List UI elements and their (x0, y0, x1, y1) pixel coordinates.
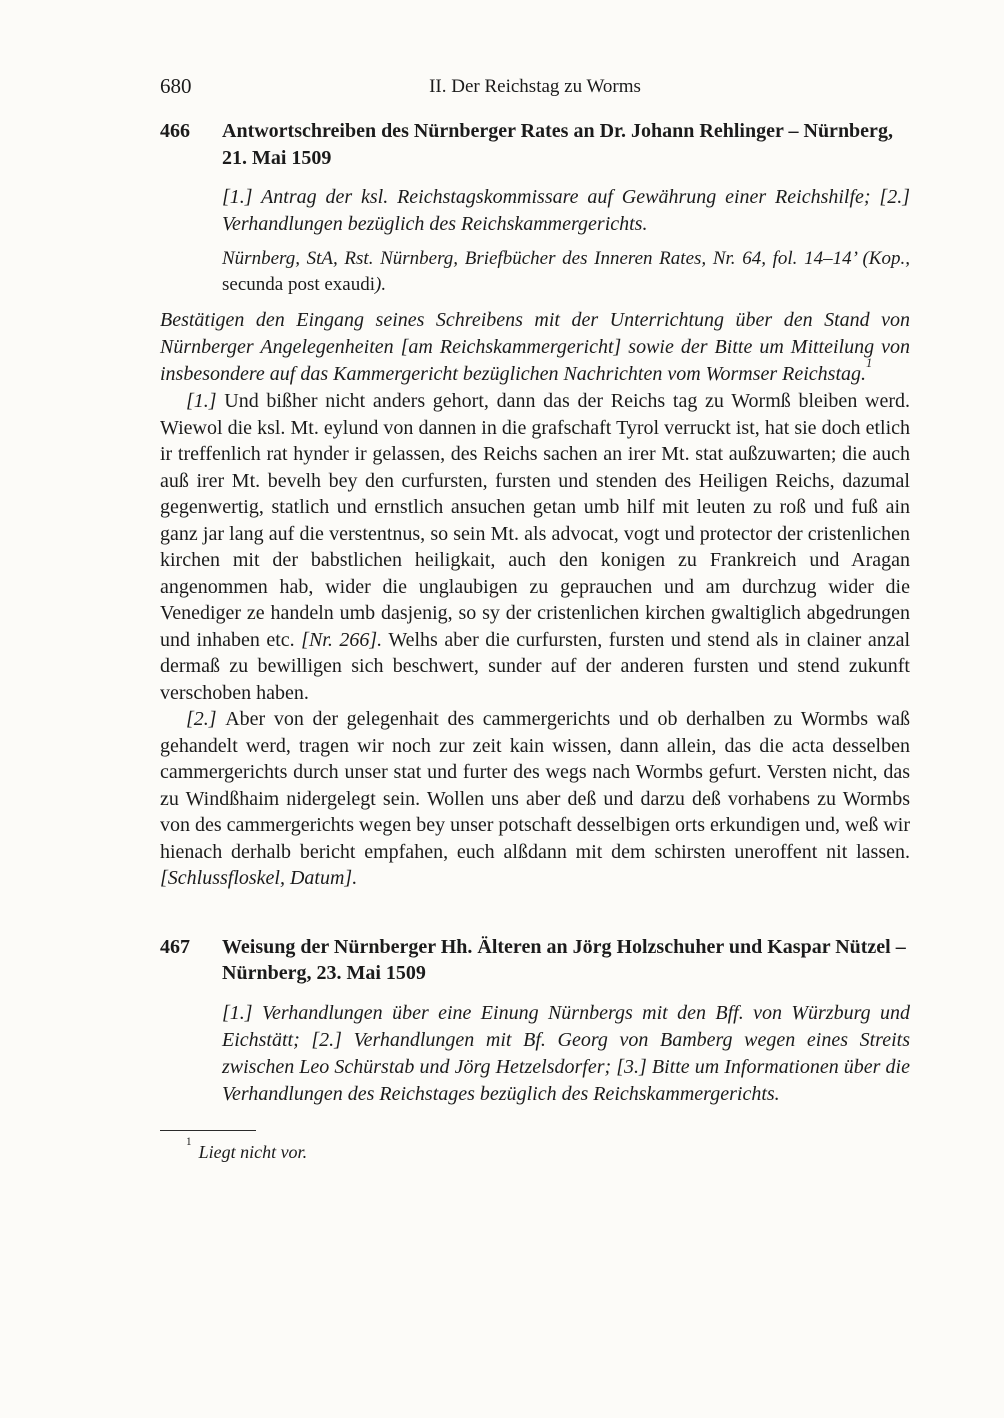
entry-source-line: Nürnberg, StA, Rst. Nürnberg, Briefbücher des Inneren Rates, Nr. 64, fol. 14–14’ (Kop., secunda post exaudi). (222, 248, 910, 295)
footnote-text: Liegt nicht vor. (198, 1141, 308, 1162)
entry-467 (160, 934, 910, 1108)
entry-heading: Antwortschreiben des Nürnberger Rates an Dr. Johann Rehlinger – Nürnberg, 21. Mai 1509 (222, 120, 893, 169)
body-paragraph-2: [2.] Aber von der gelegenhait des cammergerichts und ob derhalben zu Wormbs waß gehandelt werd, tragen wir noch zur zeit kain wissen, dann allein, das die acta desselben cammergerichts durch unser stat und furter des wegs nach Wormbs gefurt. Versten nicht, das zu Windßhaim nidergelegt sein. Wollen uns aber deß und darzu deß vorhabens zu Wormbs von des cammergerichts wegen bey unser potschaft desselbigen orts erkundigen und, weß wir hienach derhalb bericht empfahen, euch alßdann mit dem schirsten uneroffent nit lassen. [Schlussfloskel, Datum]. (160, 708, 910, 889)
entry-heading: Weisung der Nürnberger Hh. Älteren an Jörg Holzschuher und Kaspar Nützel – Nürnberg, 23. Mai 1509 (222, 935, 906, 984)
entry-number: 466 (160, 120, 190, 142)
entry-466 (160, 118, 910, 892)
footnote-marker: 1 (186, 1136, 192, 1149)
footnote-section (160, 1130, 910, 1164)
page-header (160, 74, 910, 102)
entry-number: 467 (160, 935, 190, 958)
footnote-rule (160, 1130, 256, 1131)
footnote (160, 1136, 910, 1164)
text-column (160, 74, 910, 1164)
body-paragraph-1: [1.] Und bißher nicht anders gehort, dann das der Reichs tag zu Wormß bleiben werd. Wiewol die ksl. Mt. eylund von dannen in die grafschaft Tyrol verruckt ist, hat sie doch etlich ir treffenlich rat hynder ir gelassen, des Reichs sachen an irer Mt. stat außzuwarten; die auch auß irer Mt. bevelh bey den curfursten, fursten und stenden des Heiligen Reichs, dazumal gegenwertig, statlich und ernstlich ansuchen getan umb hilf mit leuten zu roß und fuß ain ganz jar lang auf die verstentnus, so sein Mt. als advocat, vogt und protector der cristenlichen kirchen mit der babstlichen heiligkait, auch den konigen zu Frankreich und Aragan angenommen hab, wider die unglaubigen zu geprauchen und am durchzug wider die Venediger ze handeln umb dasjenig, so sy der cristenlichen kirchen gwaltiglich abgedrungen und inhaben etc. [Nr. 266]. Welhs aber die curfursten, fursten und stend als in clainer anzal dermaß zu bewilligen sich beschwert, sunder auf der anderen fursten und stend zukunft verschoben haben. (160, 390, 911, 704)
entry-regest: [1.] Verhandlungen über eine Einung Nürnbergs mit den Bff. von Würzburg und Eichstätt; [2.] Verhandlungen mit Bf. Georg von Bamberg wegen eines Streits zwischen Leo Schürstab und Jörg Hetzelsdorfer; [3.] Bitte um Informationen über die Verhandlungen des Reichstages bezüglich des Reichskammergerichts. (222, 1001, 910, 1105)
entry-regest: [1.] Antrag der ksl. Reichstagskommissare auf Gewährung einer Reichshilfe; [2.] Verhandlungen bezüglich des Reichskammergerichts. (222, 186, 910, 235)
entry-heading-row (160, 118, 910, 171)
entry-heading-row (160, 934, 910, 987)
entry-summary: Bestätigen den Eingang seines Schreibens mit der Unterrichtung über den Stand von Nürnberger Angelegenheiten [am Reichskammergericht] sowie der Bitte um Mitteilung von insbesondere auf das Kammergericht bezüglichen Nachrichten vom Wormser Reichstag.$^1$ (160, 309, 910, 385)
running-title: II. Der Reichstag zu Worms (429, 76, 641, 97)
page-number: 680 (160, 74, 192, 98)
